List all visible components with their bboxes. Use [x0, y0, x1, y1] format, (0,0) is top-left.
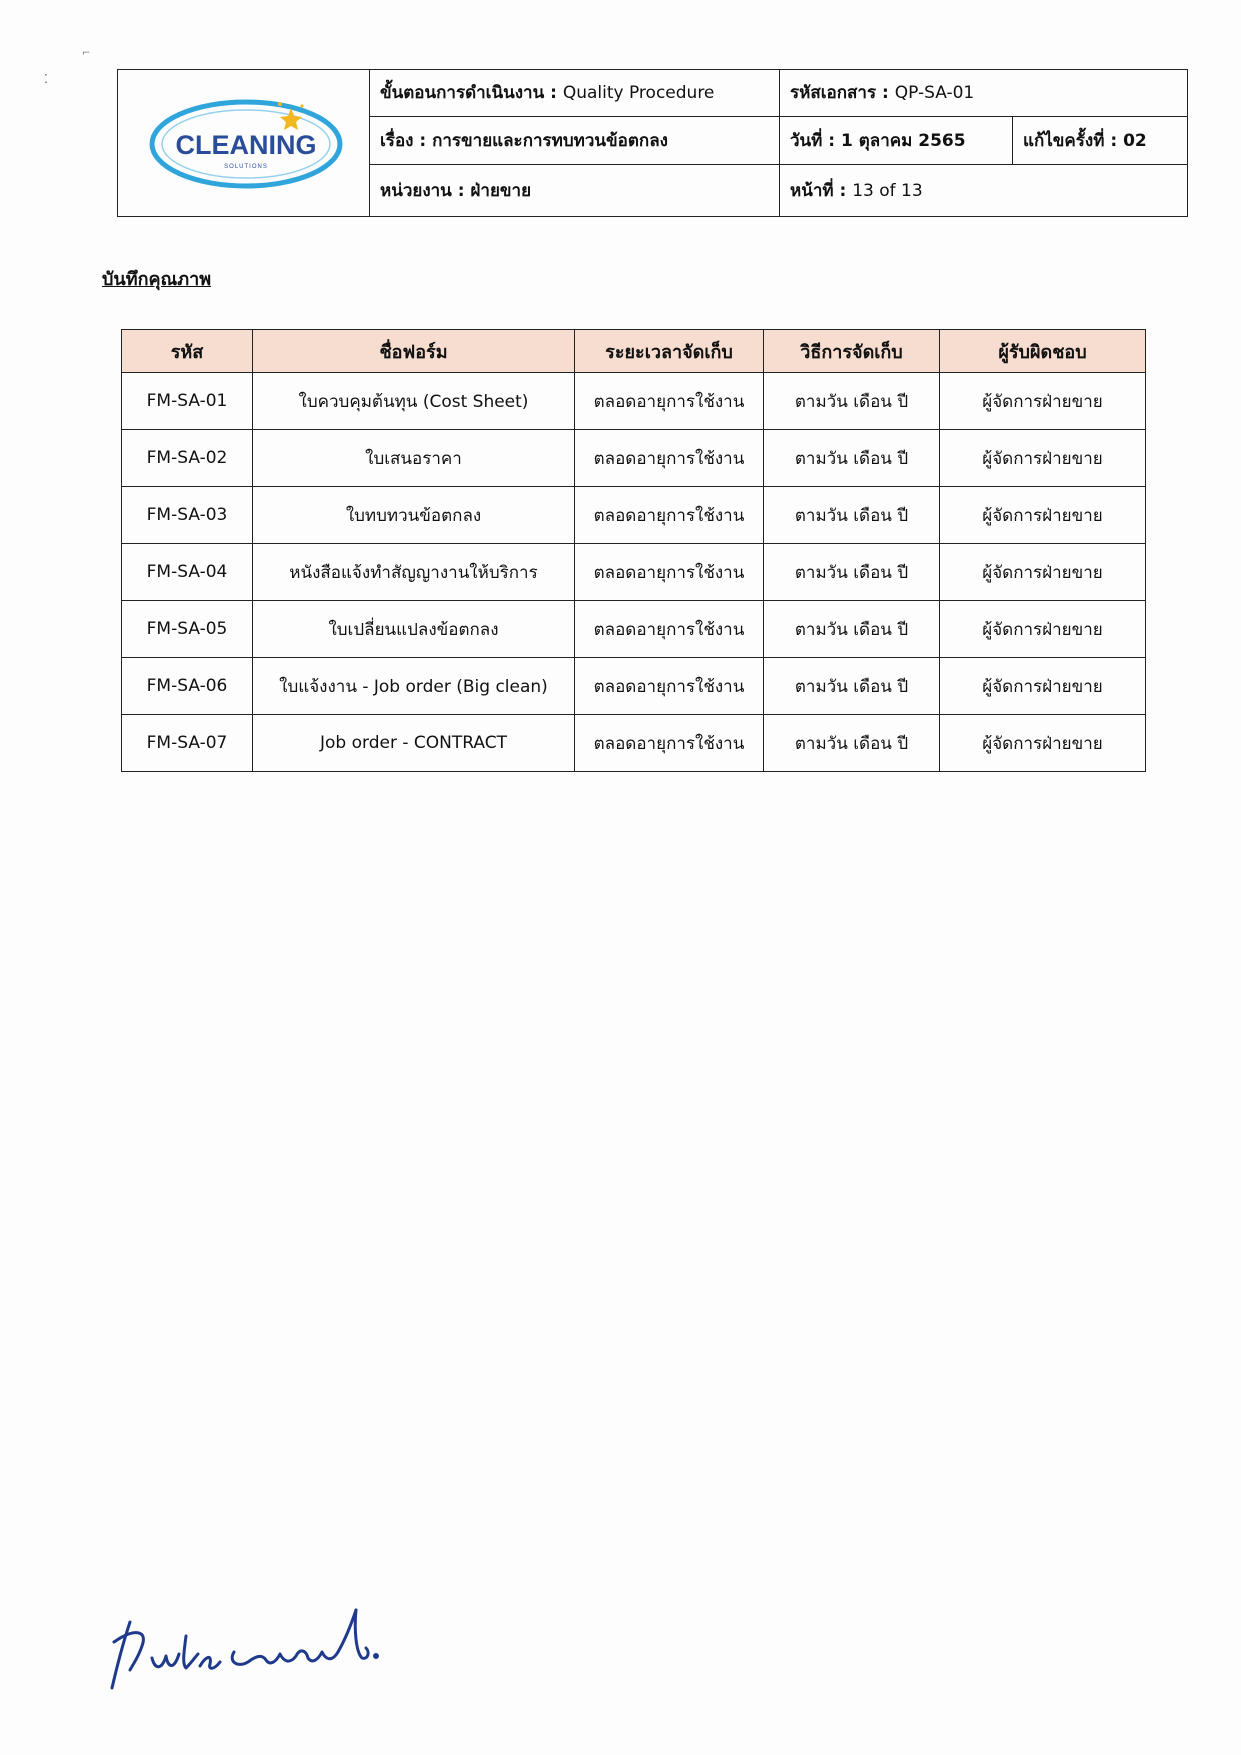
table-row	[122, 601, 1146, 658]
department-cell: หน่วยงาน : ฝ่ายขาย	[370, 164, 780, 216]
cell-retention: ตลอดอายุการใช้งาน	[575, 601, 764, 658]
cell-retention: ตลอดอายุการใช้งาน	[575, 430, 764, 487]
header-code: รหัส	[122, 330, 253, 373]
cell-code: FM-SA-05	[122, 601, 253, 658]
cell-storage-method: ตามวัน เดือน ปี	[764, 373, 940, 430]
cell-code: FM-SA-01	[122, 373, 253, 430]
logo-wordmark: CLEANING	[175, 129, 316, 160]
cell-form-name: Job order - CONTRACT	[253, 715, 575, 772]
table-header-row	[122, 330, 1146, 373]
cell-storage-method: ตามวัน เดือน ปี	[764, 715, 940, 772]
cell-storage-method: ตามวัน เดือน ปี	[764, 487, 940, 544]
cell-storage-method: ตามวัน เดือน ปี	[764, 544, 940, 601]
page-value: 13 of 13	[852, 180, 923, 201]
cell-responsible: ผู้จัดการฝ่ายขาย	[940, 658, 1146, 715]
cell-responsible: ผู้จัดการฝ่ายขาย	[940, 487, 1146, 544]
company-logo	[118, 70, 370, 217]
cell-form-name: ใบเสนอราคา	[253, 430, 575, 487]
cell-code: FM-SA-06	[122, 658, 253, 715]
cell-responsible: ผู้จัดการฝ่ายขาย	[940, 373, 1146, 430]
subject-cell: เรื่อง : การขายและการทบทวนข้อตกลง	[370, 116, 780, 164]
scan-mark: ⌐	[82, 48, 91, 59]
cell-responsible: ผู้จัดการฝ่ายขาย	[940, 544, 1146, 601]
cell-form-name: หนังสือแจ้งทำสัญญางานให้บริการ	[253, 544, 575, 601]
cell-storage-method: ตามวัน เดือน ปี	[764, 658, 940, 715]
revision-cell: แก้ไขครั้งที่ : 02	[1013, 116, 1188, 164]
cell-code: FM-SA-03	[122, 487, 253, 544]
table-row	[122, 544, 1146, 601]
scan-dots: ⁚	[44, 72, 48, 86]
cell-form-name: ใบแจ้งงาน - Job order (Big clean)	[253, 658, 575, 715]
cell-retention: ตลอดอายุการใช้งาน	[575, 658, 764, 715]
procedure-cell: ขั้นตอนการดำเนินงาน : Quality Procedure	[370, 70, 780, 117]
header-retention: ระยะเวลาจัดเก็บ	[575, 330, 764, 373]
table-row	[122, 658, 1146, 715]
cell-code: FM-SA-02	[122, 430, 253, 487]
table-row	[122, 715, 1146, 772]
document-header	[117, 69, 1188, 217]
page-cell: หน้าที่ : 13 of 13	[780, 164, 1188, 216]
cell-retention: ตลอดอายุการใช้งาน	[575, 544, 764, 601]
cell-code: FM-SA-07	[122, 715, 253, 772]
cell-form-name: ใบเปลี่ยนแปลงข้อตกลง	[253, 601, 575, 658]
cell-retention: ตลอดอายุการใช้งาน	[575, 715, 764, 772]
cell-storage-method: ตามวัน เดือน ปี	[764, 430, 940, 487]
table-row	[122, 430, 1146, 487]
cell-form-name: ใบทบทวนข้อตกลง	[253, 487, 575, 544]
handwritten-signature	[100, 1570, 420, 1710]
header-responsible: ผู้รับผิดชอบ	[940, 330, 1146, 373]
cell-form-name: ใบควบคุมต้นทุน (Cost Sheet)	[253, 373, 575, 430]
cell-retention: ตลอดอายุการใช้งาน	[575, 487, 764, 544]
cell-storage-method: ตามวัน เดือน ปี	[764, 601, 940, 658]
header-storage-method: วิธีการจัดเก็บ	[764, 330, 940, 373]
doc-code-cell: รหัสเอกสาร : QP-SA-01	[780, 70, 1188, 117]
quality-records-table	[121, 329, 1146, 772]
doc-code-value: QP-SA-01	[894, 83, 975, 104]
cleaning-logo-icon	[144, 86, 344, 196]
table-row	[122, 373, 1146, 430]
cell-responsible: ผู้จัดการฝ่ายขาย	[940, 715, 1146, 772]
date-cell: วันที่ : 1 ตุลาคม 2565	[780, 116, 1013, 164]
table-row	[122, 487, 1146, 544]
cell-responsible: ผู้จัดการฝ่ายขาย	[940, 430, 1146, 487]
cell-code: FM-SA-04	[122, 544, 253, 601]
procedure-value: Quality Procedure	[562, 83, 715, 104]
header-form-name: ชื่อฟอร์ม	[253, 330, 575, 373]
section-title: บันทึกคุณภาพ	[102, 269, 212, 290]
logo-subtext: SOLUTIONS	[223, 163, 268, 170]
cell-responsible: ผู้จัดการฝ่ายขาย	[940, 601, 1146, 658]
cell-retention: ตลอดอายุการใช้งาน	[575, 373, 764, 430]
